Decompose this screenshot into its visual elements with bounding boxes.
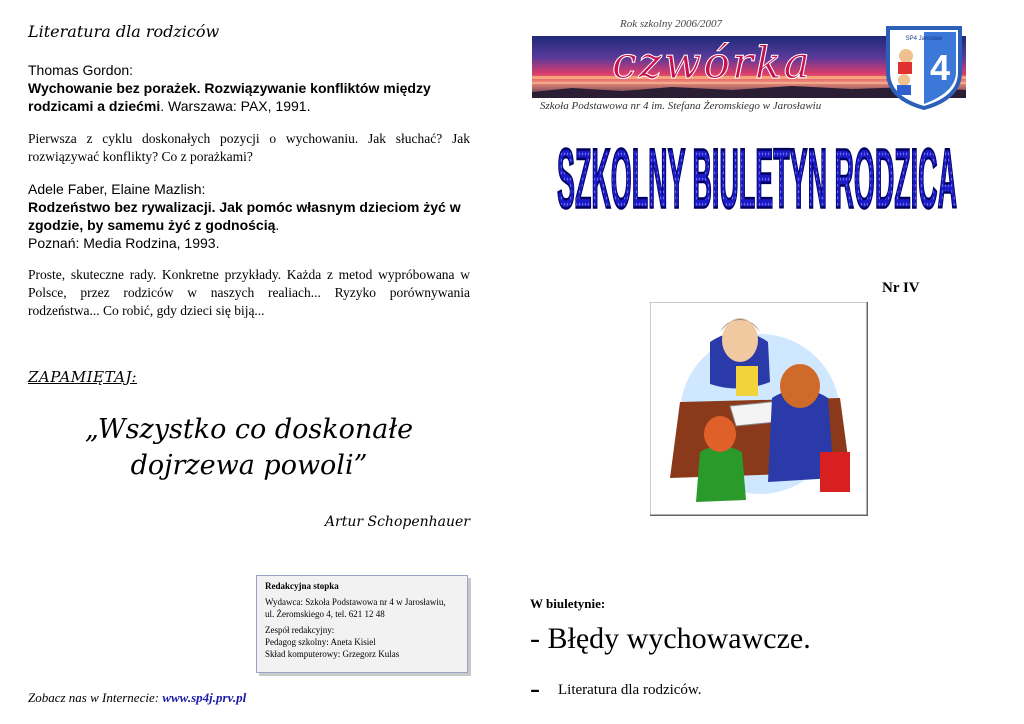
book-1-reference (28, 61, 470, 115)
book-2-author: Adele Faber, Elaine Mazlish: (28, 181, 206, 197)
book-1-publisher: . Warszawa: PAX, 1991. (160, 98, 311, 114)
book-1-author: Thomas Gordon: (28, 62, 134, 78)
toc-item (530, 672, 702, 706)
book-2-publisher-line2: Poznań: Media Rodzina, 1993. (28, 235, 220, 251)
editorial-box (256, 575, 468, 673)
logo-text: SP4 Jarosław (905, 36, 943, 42)
issue-number: Nr IV (882, 280, 920, 296)
website-link[interactable]: www.sp4j.prv.pl (162, 690, 247, 705)
book-2-reference (28, 180, 470, 252)
toc-dash: - (530, 672, 540, 705)
quote-author: Artur Schopenhauer (324, 514, 470, 530)
toc-dash: - (530, 622, 540, 655)
editorial-pedagogue: Pedagog szkolny: Aneta Kisiel (265, 637, 376, 647)
book-2-title: Rodzeństwo bez rywalizacji. Jak pomóc własnym dzieciom żyć w zgodzie, by samemu żyć z godnością (28, 199, 461, 233)
book-1-title: Wychowanie bez porażek. Rozwiązywanie konfliktów między rodzicami a dziećmi (28, 80, 431, 114)
svg-text:4: 4 (929, 47, 951, 88)
book-2-publisher-line1: . (275, 217, 280, 233)
website-label: Zobacz nas w Internecie: (28, 690, 163, 705)
editorial-typesetting: Skład komputerowy: Grzegorz Kulas (265, 649, 400, 659)
school-logo (882, 22, 966, 110)
bulletin-title-text: SZKOLNY BIULETYN RODZICA (557, 142, 957, 226)
book-2-description: Proste, skuteczne rady. Konkretne przykłady. Każda z metod wypróbowana w Polsce, przez rodziców w naszych realiach... Ryzyko porównywania rodzeństwa... Co robić, gdy dzieci się biją... (28, 267, 470, 318)
book-1-description: Pierwsza z cyklu doskonałych pozycji o wychowaniu. Jak słuchać? Jak rozwiązywać konflikty? Co z porażkami? (28, 131, 470, 164)
toc-text: Błędy wychowawcze. (540, 622, 811, 655)
editorial-publisher-line2: ul. Żeromskiego 4, tel. 621 12 48 (265, 609, 385, 619)
school-name: Szkoła Podstawowa nr 4 im. Stefana Żeromskiego w Jarosławiu (540, 100, 822, 112)
quote: „Wszystko co doskonałe dojrzewa powoli” (84, 414, 414, 481)
editorial-team-label: Zespół redakcyjny: (265, 625, 335, 635)
editorial-publisher-line1: Wydawca: Szkoła Podstawowa nr 4 w Jarosławiu, (265, 597, 446, 607)
parent-teacher-illustration (650, 302, 868, 516)
contents-label: W biuletynie: (530, 596, 606, 611)
banner-title: czwórka (612, 38, 812, 89)
editorial-title: Redakcyjna stopka (265, 581, 339, 591)
section-title: Literatura dla rodziców (28, 22, 220, 41)
website-line (28, 690, 246, 706)
remember-label: ZAPAMIĘTAJ: (28, 368, 138, 386)
toc-text: Literatura dla rodziców. (558, 682, 702, 698)
bulletin-title (548, 142, 966, 252)
toc-item (530, 622, 811, 656)
school-year: Rok szkolny 2006/2007 (620, 18, 723, 30)
